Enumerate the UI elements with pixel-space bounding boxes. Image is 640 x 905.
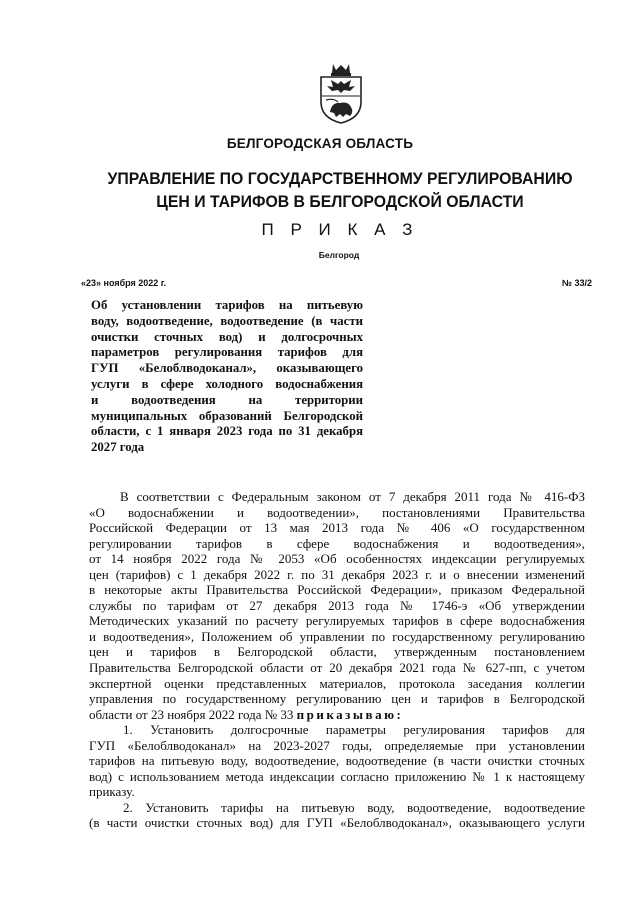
item-line: 1. Установить долгосрочные параметры регулирования тарифов для bbox=[123, 722, 585, 738]
item-line: тарифов на питьевую воду, водоотведение, водоотведение (в части очистки сточных bbox=[89, 753, 585, 769]
coat-of-arms-emblem bbox=[318, 62, 364, 124]
subject-line: и водоотведения на территории bbox=[91, 392, 363, 407]
coat-of-arms-icon bbox=[318, 62, 364, 124]
subject-line: муниципальных образований Белгородской bbox=[91, 408, 363, 423]
body-line: Методических указаний по расчету регулируемых тарифов в сфере водоснабжения bbox=[89, 613, 585, 629]
city-name: Белгород bbox=[318, 250, 360, 260]
body-line: экспертной оценки представленных материалов, протокола заседания коллегии bbox=[89, 675, 585, 691]
subject-line: Об установлении тарифов на питьевую bbox=[91, 298, 363, 312]
department-title-line-1: УПРАВЛЕНИЕ ПО ГОСУДАРСТВЕННОМУ РЕГУЛИРОВАНИЮ bbox=[107, 169, 573, 188]
item-line: 2. Установить тарифы на питьевую воду, водоотведение, водоотведение bbox=[123, 799, 585, 815]
body-line: службы по тарифам от 27 декабря 2013 года № 1746-э «Об утверждении bbox=[89, 597, 585, 613]
body-line: Правительства Белгородской области от 20 декабря 2021 года № 627-пп, с учетом bbox=[89, 660, 585, 676]
document-number: № 33/2 bbox=[561, 278, 592, 288]
item-line: ГУП «Белоблводоканал» на 2023-2027 годы, определяемые при установлении bbox=[89, 737, 585, 753]
document-body bbox=[89, 489, 585, 831]
body-line: В соответствии с Федеральным законом от 7 декабря 2011 года № 416-ФЗ bbox=[120, 489, 585, 504]
subject-line: ГУП «Белоблводоканал», оказывающего bbox=[91, 361, 363, 376]
subject-line: 2027 года bbox=[91, 440, 145, 455]
body-line: регулировании тарифов в сфере водоснабжения и водоотведения», bbox=[89, 535, 585, 551]
subject-line: параметров регулирования тарифов для bbox=[91, 345, 363, 360]
region-title: БЕЛГОРОДСКАЯ ОБЛАСТЬ bbox=[226, 136, 414, 151]
department-title-line-2: ЦЕН И ТАРИФОВ В БЕЛГОРОДСКОЙ ОБЛАСТИ bbox=[156, 192, 524, 211]
body-line: управления по государственному регулированию цен и тарифов в Белгородской bbox=[89, 691, 585, 707]
item-line: вод) с использованием метода индексации согласно приложению № 1 к настоящему bbox=[89, 768, 585, 784]
subject-line: воду, водоотведение, водоотведение (в части bbox=[91, 313, 363, 328]
document-type: П Р И К А З bbox=[261, 220, 419, 239]
body-line bbox=[89, 707, 585, 723]
body-line: Российской Федерации от 13 мая 2013 года № 406 «О государственном bbox=[89, 520, 585, 536]
body-line: цен (тарифов) с 1 декабря 2022 г. по 31 декабря 2023 г. и о внесении изменений bbox=[89, 566, 585, 582]
subject-heading bbox=[91, 298, 363, 456]
item-line: приказу. bbox=[89, 784, 135, 800]
body-line: и водоотведения», Положением об управлении по государственному регулированию bbox=[89, 628, 585, 644]
subject-line: услуги в сфере холодного водоснабжения bbox=[91, 376, 363, 391]
body-line: в некоторые акты Правительства Российской Федерации», приказом Федеральной bbox=[89, 582, 585, 598]
body-line: от 14 ноября 2022 года № 2053 «Об особенностях индексации регулируемых bbox=[89, 551, 585, 567]
body-line-text: области от 23 ноября 2022 года № 33 bbox=[89, 706, 297, 722]
subject-line: области, с 1 января 2023 года по 31 декабря bbox=[91, 424, 363, 439]
order-word: приказываю: bbox=[296, 706, 404, 722]
item-line: (в части очистки сточных вод) для ГУП «Белоблводоканал», оказывающего услуги bbox=[89, 815, 585, 831]
subject-line: очистки сточных вод) и долгосрочных bbox=[91, 329, 363, 344]
body-line: цен и тарифов в Белгородской области, утвержденным постановлением bbox=[89, 644, 585, 660]
body-line: «О водоснабжении и водоотведении», постановлениями Правительства bbox=[89, 504, 585, 520]
document-date: «23» ноября 2022 г. bbox=[81, 278, 167, 288]
